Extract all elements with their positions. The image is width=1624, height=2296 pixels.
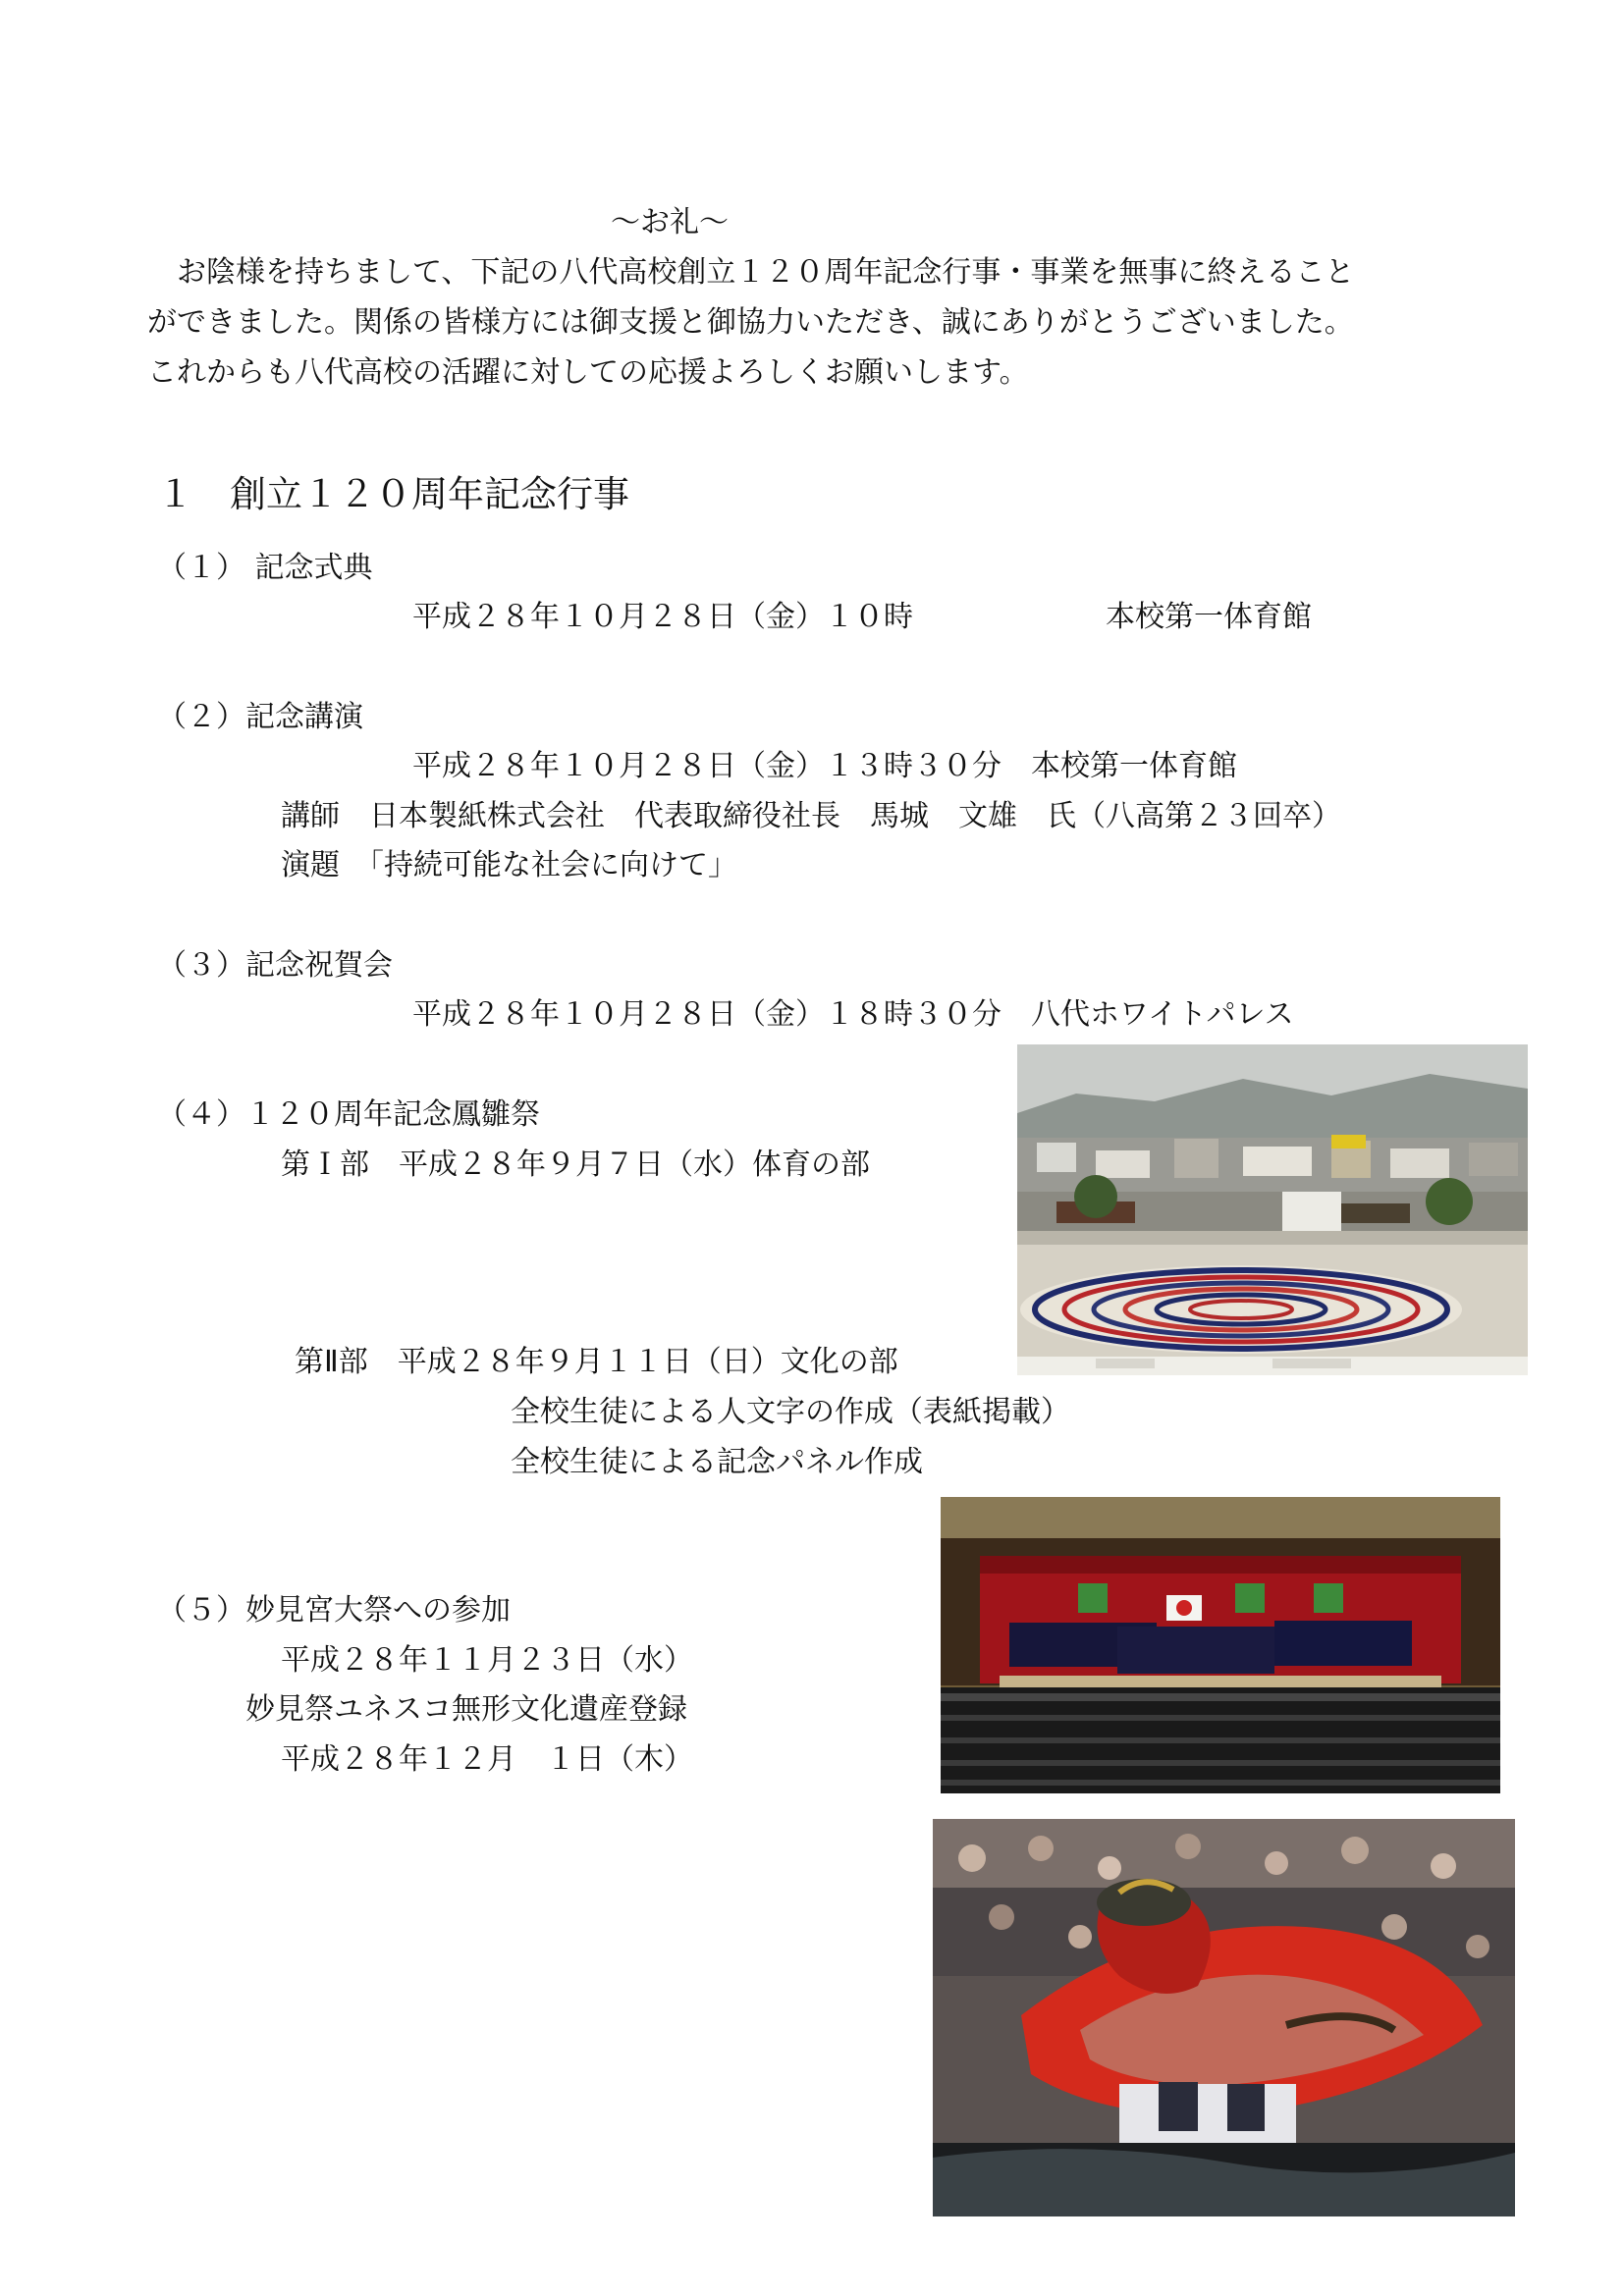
item4-label: （４）１２０周年記念鳳雛祭	[157, 1097, 540, 1132]
item3-datetime: 平成２８年１０月２８日（金）１８時３０分 八代ホワイトパレス	[412, 997, 1294, 1032]
thanks-line-3: これからも八代高校の活躍に対しての応援よろしくお願いします。	[147, 355, 1029, 390]
photo-ceremony-stage	[941, 1497, 1500, 1793]
item4-part2: 第Ⅱ部 平成２８年９月１１日（日）文化の部	[295, 1345, 898, 1379]
thanks-line-1: お陰様を持ちまして、下記の八代高校創立１２０周年記念行事・事業を無事に終えること	[147, 255, 1355, 290]
item2-datetime: 平成２８年１０月２８日（金）１３時３０分 本校第一体育館	[412, 749, 1237, 783]
item4-act2: 全校生徒による記念パネル作成	[511, 1445, 923, 1479]
item4-part1: 第Ｉ部 平成２８年９月７日（水）体育の部	[281, 1148, 870, 1182]
item3-label: （３）記念祝賀会	[157, 948, 393, 983]
item1-venue: 本校第一体育館	[1106, 600, 1312, 634]
item1-datetime: 平成２８年１０月２８日（金）１０時	[412, 600, 913, 634]
item5-unesco: 妙見祭ユネスコ無形文化遺産登録	[245, 1692, 687, 1727]
item4-act1: 全校生徒による人文字の作成（表紙掲載）	[511, 1395, 1070, 1429]
thanks-line-2: ができました。関係の皆様方には御支援と御協力いただき、誠にありがとうございました。	[147, 305, 1354, 340]
item1-label: （１） 記念式典	[157, 551, 373, 585]
item2-speaker: 講師 日本製紙株式会社 代表取締役社長 馬城 文雄 氏（八高第２３回卒）	[281, 799, 1341, 833]
item2-topic: 演題 「持続可能な社会に向けて」	[281, 848, 737, 882]
item5-date2: 平成２８年１２月 １日（木）	[281, 1742, 693, 1777]
thanks-title: ～お礼～	[611, 205, 729, 240]
item5-date1: 平成２８年１１月２３日（水）	[281, 1643, 693, 1678]
item2-label: （２）記念講演	[157, 700, 363, 734]
photo-human-letter	[1017, 1044, 1528, 1375]
photo-myoken-festival	[933, 1819, 1515, 2216]
section-heading: １ 創立１２０周年記念行事	[157, 473, 629, 515]
item5-label: （５）妙見宮大祭への参加	[157, 1593, 511, 1628]
